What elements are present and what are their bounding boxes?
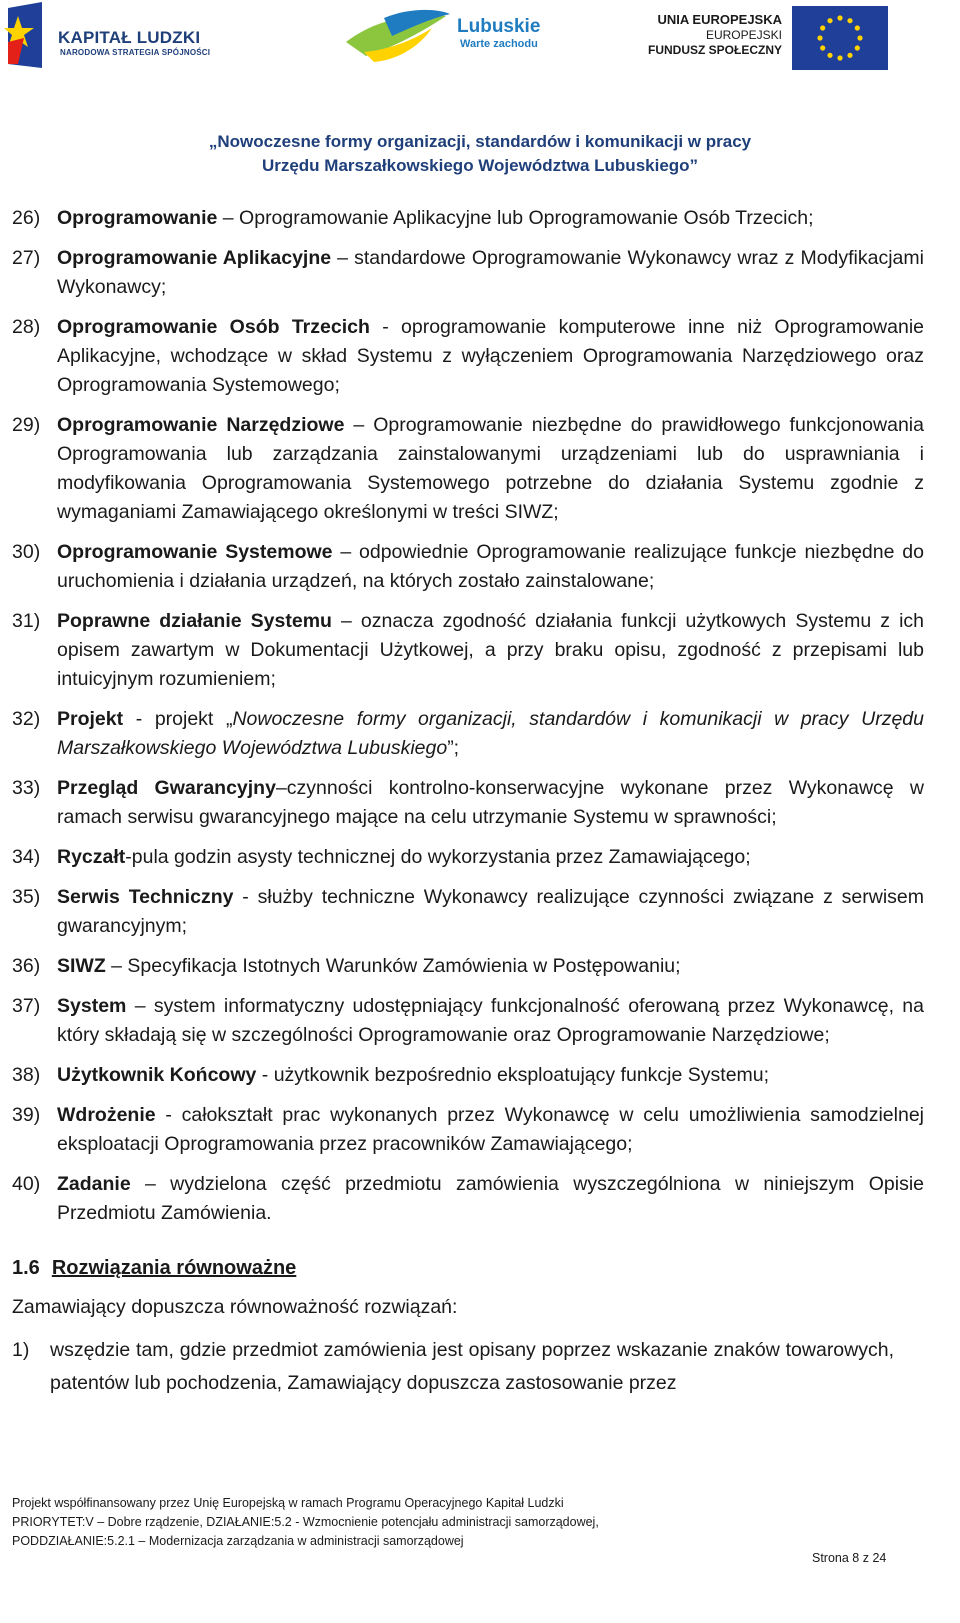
project-name: Nowoczesne formy organizacji, standardów i komunikacji w pracy Urzędu Marszałkowskiego Województwa Lubuskiego xyxy=(57,708,924,759)
item-text: -pula godzin asysty technicznej do wykorzystania przez Zamawiającego; xyxy=(125,846,751,868)
kapital-ludzki-logo xyxy=(4,2,214,72)
document-header-title xyxy=(0,130,960,178)
item-number: 37) xyxy=(12,995,41,1017)
definition-item-projekt xyxy=(12,705,924,763)
item-text: - całokształt prac wykonanych przez Wykonawcę w celu umożliwienia samodzielnej eksploatacji Oprogramowania przez pracowników Zamawiającego; xyxy=(57,1104,924,1155)
section-heading xyxy=(12,1254,924,1283)
item-term: Oprogramowanie xyxy=(57,207,218,229)
definition-item xyxy=(12,244,924,302)
item-text: – Oprogramowanie niezbędne do prawidłowego funkcjonowania Oprogramowania lub zarządzania zainstalowanymi urządzeniami lub do usprawniania i modyfikowania Oprogramowania Systemowego potrzebne do działania Systemu zgodnie z wymaganiami Zamawiającego określonymi w treści SIWZ; xyxy=(57,414,924,523)
definition-item xyxy=(12,204,924,233)
item-term: Zadanie xyxy=(57,1173,131,1195)
item-term: Oprogramowanie Systemowe xyxy=(57,541,333,563)
footer-line-3: PODDZIAŁANIE:5.2.1 – Modernizacja zarządzania w administracji samorządowej xyxy=(12,1534,464,1548)
item-text: – standardowe Oprogramowanie Wykonawcy wraz z Modyfikacjami Wykonawcy; xyxy=(57,247,924,298)
item-text: - służby techniczne Wykonawcy realizujące czynności związane z serwisem gwarancyjnym; xyxy=(57,886,924,937)
definition-item xyxy=(12,313,924,400)
definition-item xyxy=(12,883,924,941)
definition-item xyxy=(12,411,924,527)
item-text: – system informatyczny udostępniający funkcjonalność oferowaną przez Wykonawcę, na który składają się w szczególności Oprogramowanie oraz Oprogramowanie Narzędziowe; xyxy=(57,995,924,1046)
item-text: - oprogramowanie komputerowe inne niż Oprogramowanie Aplikacyjne, wchodzące w skład Systemu z wyłączeniem Oprogramowania Narzędziowego oraz Oprogramowania Systemowego; xyxy=(57,316,924,396)
item-number: 35) xyxy=(12,886,41,908)
sub-item xyxy=(12,1334,894,1400)
kapital-ludzki-title: KAPITAŁ LUDZKI xyxy=(58,28,201,47)
section-paragraph: Zamawiający dopuszcza równoważność rozwiązań: xyxy=(12,1296,458,1318)
lubuskie-name: Lubuskie xyxy=(457,16,541,37)
item-term: Poprawne działanie Systemu xyxy=(57,610,332,632)
section-number: 1.6 xyxy=(12,1257,40,1279)
item-number: 28) xyxy=(12,316,41,338)
eu-line-1: UNIA EUROPEJSKA xyxy=(657,12,782,27)
eu-line-3: FUNDUSZ SPOŁECZNY xyxy=(647,43,782,57)
item-text: – Specyfikacja Istotnych Warunków Zamówienia w Postępowaniu; xyxy=(105,955,681,977)
item-term: System xyxy=(57,995,127,1017)
definitions-content xyxy=(12,204,924,1400)
item-number: 36) xyxy=(12,955,41,977)
lubuskie-tagline: Warte zachodu xyxy=(460,38,538,50)
eu-line-2: EUROPEJSKI xyxy=(705,28,782,42)
item-term: Oprogramowanie Aplikacyjne xyxy=(57,247,332,269)
kapital-ludzki-emblem-icon xyxy=(4,2,52,70)
item-term: Oprogramowanie Osób Trzecich xyxy=(57,316,370,338)
lubuskie-emblem-icon xyxy=(344,6,456,66)
item-number: 26) xyxy=(12,207,41,229)
item-term: Przegląd Gwarancyjny xyxy=(57,777,276,799)
definition-item xyxy=(12,843,924,872)
item-text: – wydzielona część przedmiotu zamówienia wyszczególniona w niniejszym Opisie Przedmiotu Zamówienia. xyxy=(57,1173,924,1224)
definition-item xyxy=(12,1061,924,1090)
item-number: 33) xyxy=(12,777,41,799)
header-line-2: Urzędu Marszałkowskiego Województwa Lubuskiego” xyxy=(261,156,699,175)
item-term: Serwis Techniczny xyxy=(57,886,234,908)
definition-item xyxy=(12,992,924,1050)
item-number: 31) xyxy=(12,610,41,632)
lubuskie-logo xyxy=(344,6,554,66)
footer-line-1: Projekt współfinansowany przez Unię Europejską w ramach Programu Operacyjnego Kapitał Ludzki xyxy=(12,1496,564,1510)
item-number: 29) xyxy=(12,414,41,436)
header-line-1: „Nowoczesne formy organizacji, standardów i komunikacji w pracy xyxy=(208,132,752,151)
item-number: 32) xyxy=(12,708,41,730)
item-text-end: ”; xyxy=(447,737,460,759)
item-number: 38) xyxy=(12,1064,41,1086)
item-number: 27) xyxy=(12,247,41,269)
item-text: – oznacza zgodność działania funkcji użytkowych Systemu z ich opisem zawartym w Dokumentacji Użytkowej, a przy braku opisu, zgodność z przepisami lub intuicyjnym rozumieniem; xyxy=(57,610,924,690)
section-title: Rozwiązania równoważne xyxy=(51,1257,297,1279)
definition-item xyxy=(12,607,924,694)
definition-item xyxy=(12,952,924,981)
item-number: 39) xyxy=(12,1104,41,1126)
page-footer xyxy=(12,1494,912,1551)
item-term: Ryczałt xyxy=(57,846,126,868)
item-term: Użytkownik Końcowy xyxy=(57,1064,257,1086)
item-term: Wdrożenie xyxy=(57,1104,156,1126)
eu-flag-icon xyxy=(792,6,888,70)
page-number: Strona 8 z 24 xyxy=(812,1551,887,1565)
item-text: –czynności kontrolno-konserwacyjne wykonane przez Wykonawcę w ramach serwisu gwarancyjnego mające na celu utrzymanie Systemu w sprawności; xyxy=(57,777,924,828)
footer-line-2: PRIORYTET:V – Dobre rządzenie, DZIAŁANIE:5.2 - Wzmocnienie potencjału administracji samorządowej, xyxy=(12,1515,599,1529)
item-term: SIWZ xyxy=(57,955,106,977)
kapital-ludzki-subtitle: NARODOWA STRATEGIA SPÓJNOŚCI xyxy=(60,48,211,57)
definition-item xyxy=(12,1101,924,1159)
sub-item-text: wszędzie tam, gdzie przedmiot zamówienia jest opisany poprzez wskazanie znaków towarowych, patentów lub pochodzenia, Zamawiający dopuszcza zastosowanie przez xyxy=(50,1339,894,1394)
sub-item-number: 1) xyxy=(12,1339,30,1361)
item-number: 30) xyxy=(12,541,41,563)
item-text: - użytkownik bezpośrednio eksploatujący funkcje Systemu; xyxy=(256,1064,770,1086)
item-text: - projekt „ xyxy=(123,708,233,730)
item-term: Oprogramowanie Narzędziowe xyxy=(57,414,345,436)
definition-item xyxy=(12,1170,924,1228)
item-number: 40) xyxy=(12,1173,41,1195)
definition-item xyxy=(12,538,924,596)
definition-item xyxy=(12,774,924,832)
eu-logo xyxy=(628,6,888,72)
item-text: – odpowiednie Oprogramowanie realizujące funkcje niezbędne do uruchomienia i działania urządzeń, na których zostało zainstalowane; xyxy=(57,541,924,592)
item-text: – Oprogramowanie Aplikacyjne lub Oprogramowanie Osób Trzecich; xyxy=(217,207,814,229)
item-term: Projekt xyxy=(57,708,124,730)
item-number: 34) xyxy=(12,846,41,868)
